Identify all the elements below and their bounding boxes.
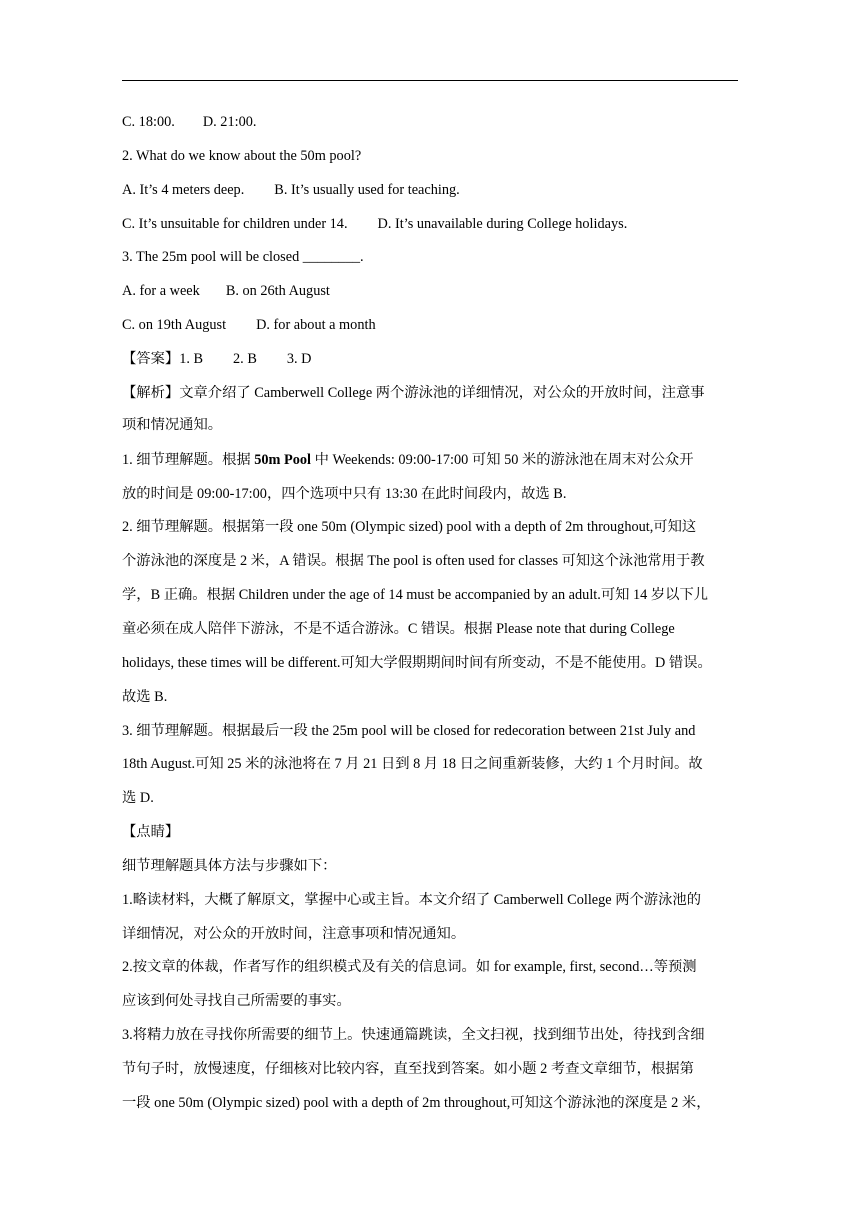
answer-2: 2. B [233, 351, 257, 367]
tips-step3-line1: 3.将精力放在寻找你所需要的细节上。快速通篇跳读，全文扫视，找到细节出处，待找到含细 [122, 1027, 705, 1043]
q2-option-c: C. It’s unsuitable for children under 14. [122, 216, 348, 232]
tips-step1-line2: 详细情况，对公众的开放时间，注意事项和情况通知。 [122, 926, 466, 942]
q2-question: 2. What do we know about the 50m pool? [122, 148, 362, 164]
answer-line [122, 349, 742, 369]
analysis-p2-line2: 个游泳池的深度是 2 米，A 错误。根据 The pool is often used for classes 可知这个泳池常用于教 [122, 553, 705, 569]
analysis-p2-line5: holidays, these times will be different.可知大学假期期间时间有所变动，不是不能使用。D 错误。 [122, 655, 712, 671]
q2-option-b: B. It’s usually used for teaching. [274, 182, 460, 198]
q3-option-d: D. for about a month [256, 317, 376, 333]
answer-label: 【答案】 [122, 351, 180, 367]
q3-option-a: A. for a week [122, 283, 200, 299]
q2-options-cd [122, 214, 742, 234]
q3-question: 3. The 25m pool will be closed ________. [122, 249, 364, 265]
analysis-intro-line2: 项和情况通知。 [122, 417, 223, 433]
answer-1: 1. B [179, 351, 204, 367]
analysis-p3-line3: 选 D. [122, 790, 154, 806]
q2-option-a: A. It’s 4 meters deep. [122, 182, 245, 198]
analysis-p3-line1: 3. 细节理解题。根据最后一段 the 25m pool will be closed for redecoration between 21st July and [122, 723, 696, 739]
analysis-intro-line1 [122, 383, 742, 403]
q3-options-ab [122, 281, 742, 301]
q1-option-d: D. 21:00. [202, 114, 257, 130]
tips-step1-line1: 1.略读材料，大概了解原文，掌握中心或主旨。本文介绍了 Camberwell College 两个游泳池的 [122, 892, 701, 908]
q3-option-b: B. on 26th August [225, 283, 330, 299]
analysis-p2-line4: 童必须在成人陪伴下游泳，不是不适合游泳。C 错误。根据 Please note that during College [122, 621, 675, 637]
q2-option-d: D. It’s unavailable during College holidays. [377, 216, 628, 232]
analysis-p2-line1: 2. 细节理解题。根据第一段 one 50m (Olympic sized) pool with a depth of 2m throughout,可知这 [122, 519, 697, 535]
analysis-p1-pre: 1. 细节理解题。根据 [122, 452, 255, 468]
analysis-p1-line1 [122, 450, 742, 470]
analysis-label: 【解析】 [122, 385, 180, 401]
tips-step3-line2: 节句子时，放慢速度，仔细核对比较内容，直至找到答案。如小题 2 考查文章细节，根据第 [122, 1061, 694, 1077]
answer-3: 3. D [286, 351, 312, 367]
tips-step3-line3: 一段 one 50m (Olympic sized) pool with a depth of 2m throughout,可知这个游泳池的深度是 2 米， [122, 1095, 711, 1111]
q1-option-c: C. 18:00. [122, 114, 175, 130]
q1-options-cd [122, 112, 742, 132]
analysis-p3-line2: 18th August.可知 25 米的泳池将在 7 月 21 日到 8 月 18 日之间重新装修，大约 1 个月时间。故 [122, 756, 703, 772]
tips-step2-line1: 2.按文章的体裁，作者写作的组织模式及有关的信息词。如 for example, first, second…等预测 [122, 959, 697, 975]
analysis-p1-post: 中 Weekends: 09:00-17:00 可知 50 米的游泳池在周末对公众开 [311, 452, 694, 468]
tips-label: 【点睛】 [122, 824, 180, 840]
header-rule [122, 80, 738, 81]
q3-option-c: C. on 19th August [122, 317, 227, 333]
tips-heading: 细节理解题具体方法与步骤如下： [122, 858, 337, 874]
analysis-p2-line6: 故选 B. [122, 689, 168, 705]
q2-options-ab [122, 180, 742, 200]
analysis-intro: 文章介绍了 Camberwell College 两个游泳池的详细情况，对公众的开放时间，注意事 [179, 385, 705, 401]
analysis-p1-bold: 50m Pool [254, 452, 312, 468]
analysis-p2-line3: 学，B 正确。根据 Children under the age of 14 must be accompanied by an adult.可知 14 岁以下儿 [122, 587, 709, 603]
q3-options-cd [122, 315, 742, 335]
tips-step2-line2: 应该到何处寻找自己所需要的事实。 [122, 993, 351, 1009]
analysis-p1-line2: 放的时间是 09:00-17:00，四个选项中只有 13:30 在此时间段内，故选 B. [122, 486, 567, 502]
